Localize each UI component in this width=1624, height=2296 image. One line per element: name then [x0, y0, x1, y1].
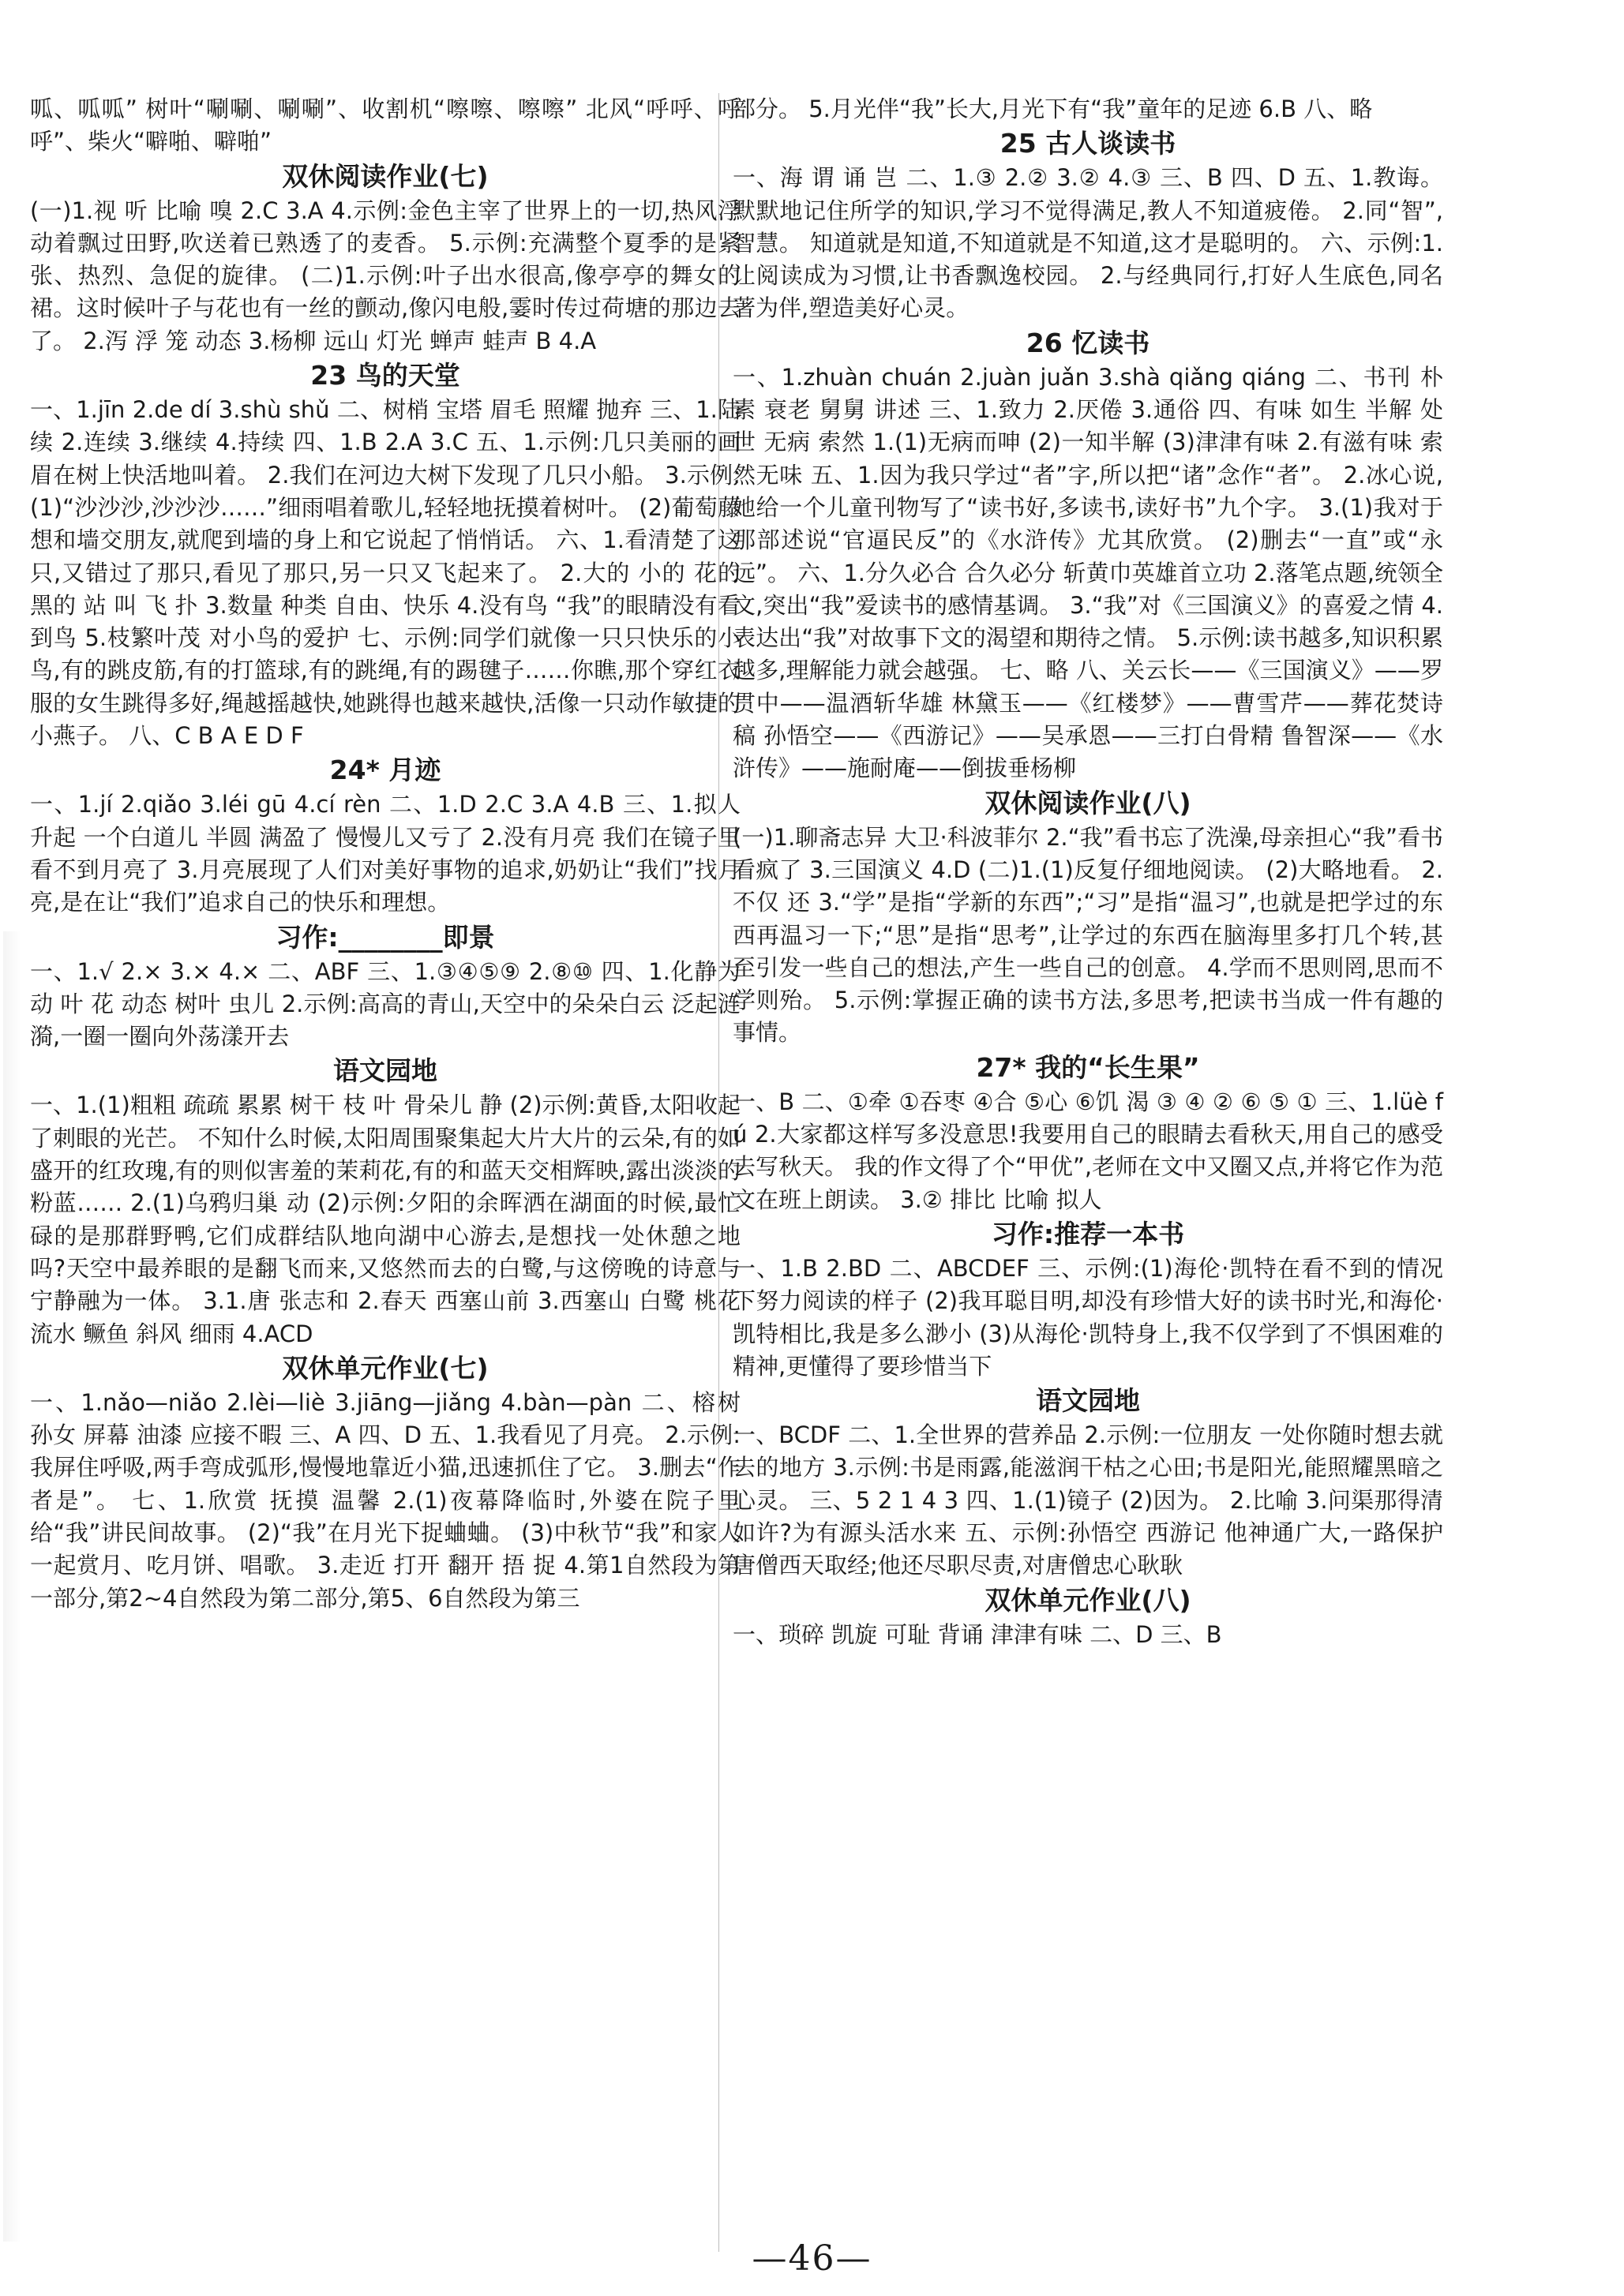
section-heading: 双休单元作业(七): [282, 1352, 489, 1384]
answer-paragraph: 一、1.jīn 2.de dí 3.shù shǔ 二、树梢 宝塔 眉毛 照耀 抛弃 三、1.陆续 2.连续 3.继续 4.持续 四、1.B 2.A 3.C 五、1.示例:几只美丽的画眉在树上快活地叫着。 2.我们在河边大树下发现了几只小船。 3.示例:(1)“沙沙沙,沙沙沙……”细雨唱着歌儿,轻轻地抚摸着树叶。 (2)葡萄藤想和墙交朋友,就爬到墙的身上和它说起了悄悄话。 六、1.看清楚了这只,又错过了那只,看见了那只,另一只又飞起来了。 2.大的 小的 花的 黑的 站 叫 飞 扑 3.数量 种类 自由、快乐 4.没有鸟 “我”的眼睛没有看到鸟 5.枝繁叶茂 对小鸟的爱护 七、示例:同学们就像一只只快乐的小鸟,有的跳皮筋,有的打篮球,有的跳绳,有的踢毽子……你瞧,那个穿红衣服的女生跳得多好,绳越摇越快,她跳得也越来越快,活像一只动作敏捷的小燕子。 八、C B A E D F: [30, 396, 741, 750]
answer-paragraph: (一)1.聊斋志异 大卫·科波菲尔 2.“我”看书忘了洗澡,母亲担心“我”看书看疯了 3.三国演义 4.D (二)1.(1)反复仔细地阅读。 (2)大略地看。 2.不仅 还 3.“学”是指“学新的东西”;“习”是指“温习”,也就是把学过的东西再温习一下;“思”是指“思考”,让学过的东西在脑海里多打几个转,甚至引发一些自己的想法,产生一些自己的创意。 4.学而不思则罔,思而不学则殆。 5.示例:掌握正确的读书方法,多思考,把读书当成一件有趣的事情。: [733, 823, 1443, 1047]
answer-paragraph: 一、1.(1)粗粗 疏疏 累累 树干 枝 叶 骨朵儿 静 (2)示例:黄昏,太阳收起了刺眼的光芒。 不知什么时候,太阳周围聚集起大片大片的云朵,有的如盛开的红玫瑰,有的则似害羞的茉莉花,有的和蓝天交相辉映,露出淡淡的粉蓝…… 2.(1)乌鸦归巢 动 (2)示例:夕阳的余晖洒在湖面的时候,最忙碌的是那群野鸭,它们成群结队地向湖中心游去,是想找一处休憩之地吗?天空中最养眼的是翻飞而来,又悠然而去的白鹭,与这傍晚的诗意与宁静融为一体。 3.1.唐 张志和 2.春天 西塞山前 3.西塞山 白鹭 桃花 流水 鳜鱼 斜风 细雨 4.ACD: [30, 1092, 741, 1347]
answer-paragraph: 呱、呱呱” 树叶“唰唰、唰唰”、收割机“嚓嚓、嚓嚓” 北风“呼呼、呼呼”、柴火“噼啪、噼啪”: [30, 96, 741, 155]
right-column: [733, 93, 1443, 1651]
section-heading: 语文园地: [333, 1055, 437, 1087]
section-heading: 27* 我的“长生果”: [976, 1051, 1200, 1083]
section-heading: 25 古人谈读书: [1000, 128, 1176, 159]
left-column: [30, 93, 741, 1615]
section-heading: 双休阅读作业(八): [985, 787, 1191, 818]
section-heading: 24* 月迹: [329, 755, 441, 786]
answer-paragraph: 部分。 5.月光伴“我”长大,月光下有“我”童年的足迹 6.B 八、略: [733, 96, 1373, 122]
section-heading: 双休阅读作业(七): [282, 160, 489, 192]
answer-paragraph: 一、琐碎 凯旋 可耻 背诵 津津有味 二、D 三、B: [733, 1620, 1222, 1648]
answer-paragraph: 一、海 谓 诵 岂 二、1.③ 2.② 3.② 4.③ 三、B 四、D 五、1.教诲。 默默地记住所学的知识,学习不觉得满足,教人不知道疲倦。 2.同“智”,智慧。 知道就是知道,不知道就是不知道,这才是聪明的。 六、示例:1.让阅读成为习惯,让书香飘逸校园。 2.与经典同行,打好人生底色,同名著为伴,塑造美好心灵。: [733, 164, 1443, 322]
answer-paragraph: 一、1.√ 2.× 3.× 4.× 二、ABF 三、1.③④⑤⑨ 2.⑧⑩ 四、1.化静为动 叶 花 动态 树叶 虫儿 2.示例:高高的青山,天空中的朵朵白云 泛起涟漪,一圈一圈向外荡漾开去: [30, 957, 741, 1051]
answer-paragraph: 一、1.zhuàn chuán 2.juàn juǎn 3.shà qiǎng qiáng 二、书刊 朴素 衰老 舅舅 讲述 三、1.致力 2.厌倦 3.通俗 四、有味 如生 半解 处世 无病 索然 1.(1)无病而呻 (2)一知半解 (3)津津有味 2.有滋有味 索然无味 五、1.因为我只学过“者”字,所以把“诸”念作“者”。 2.冰心说,她给一个儿童刊物写了“读书好,多读书,读好书”九个字。 3.(1)我对于那部述说“官逼民反”的《水浒传》尤其欣赏。 (2)删去“一直”或“永远”。 六、1.分久必合 合久必分 斩黄巾英雄首立功 2.落笔点题,统领全文,突出“我”爱读书的感情基调。 3.“我”对《三国演义》的喜爱之情 4.表达出“我”对故事下文的渴望和期待之情。 5.示例:读书越多,知识积累越多,理解能力就会越强。 七、略 八、关云长——《三国演义》——罗贯中——温酒斩华雄 林黛玉——《红楼梦》——曹雪芹——葬花焚诗稿 孙悟空——《西游记》——吴承恩——三打白骨精 鲁智深——《水浒传》——施耐庵——倒拔垂杨柳: [733, 363, 1443, 782]
answer-paragraph: (一)1.视 听 比喻 嗅 2.C 3.A 4.示例:金色主宰了世界上的一切,热风浮动着飘过田野,吹送着已熟透了的麦香。 5.示例:充满整个夏季的是紧张、热烈、急促的旋律。 (二)1.示例:叶子出水很高,像亭亭的舞女的裙。这时候叶子与花也有一丝的颤动,像闪电般,霎时传过荷塘的那边去了。 2.泻 浮 笼 动态 3.杨柳 远山 灯光 蝉声 蛙声 B 4.A: [30, 197, 741, 354]
binding-edge-shadow: [3, 931, 21, 2242]
answer-paragraph: 一、1.jí 2.qiǎo 3.léi gū 4.cí rèn 二、1.D 2.C 3.A 4.B 三、1.拟人 升起 一个白道儿 半圆 满盈了 慢慢儿又亏了 2.没有月亮 我们在镜子里看不到月亮了 3.月亮展现了人们对美好事物的追求,奶奶让“我们”找月亮,是在让“我们”追求自己的快乐和理想。: [30, 791, 741, 916]
section-heading: 习作:________即景: [276, 921, 495, 953]
answer-paragraph: 一、1.B 2.BD 二、ABCDEF 三、示例:(1)海伦·凯特在看不到的情况下努力阅读的样子 (2)我耳聪目明,却没有珍惜大好的读书时光,和海伦·凯特相比,我是多么渺小 (3)从海伦·凯特身上,我不仅学到了不惧困难的精神,更懂得了要珍惜当下: [733, 1254, 1443, 1380]
section-heading: 23 鸟的天堂: [310, 360, 460, 391]
section-heading: 习作:推荐一本书: [991, 1218, 1185, 1249]
answer-paragraph: 一、1.nǎo—niǎo 2.lèi—liè 3.jiāng—jiǎng 4.bàn—pàn 二、榕树 孙女 屏幕 油漆 应接不暇 三、A 四、D 五、1.我看见了月亮。 2.示例:我屏住呼吸,两手弯成弧形,慢慢地靠近小猫,迅速抓住了它。 3.删去“作者是”。 七、1.欣赏 抚摸 温馨 2.(1)夜幕降临时,外婆在院子里给“我”讲民间故事。 (2)“我”在月光下捉蛐蛐。 (3)中秋节“我”和家人一起赏月、吃月饼、唱歌。 3.走近 打开 翻开 捂 捉 4.第1自然段为第一部分,第2~4自然段为第二部分,第5、6自然段为第三: [30, 1388, 741, 1612]
section-heading: 26 忆读书: [1026, 327, 1150, 358]
section-heading: 语文园地: [1036, 1385, 1140, 1417]
page-number: —46—: [752, 2238, 872, 2279]
answer-paragraph: 一、BCDF 二、1.全世界的营养品 2.示例:一位朋友 一处你随时想去就去的地方 3.示例:书是雨露,能滋润干枯之心田;书是阳光,能照耀黑暗之心灵。 三、5 2 1 4 3 四、1.(1)镜子 (2)因为。 2.比喻 3.问渠那得清如许?为有源头活水来 五、示例:孙悟空 西游记 他神通广大,一路保护唐僧西天取经;他还尽职尽责,对唐僧忠心耿耿: [733, 1421, 1443, 1579]
section-heading: 双休单元作业(八): [985, 1584, 1191, 1616]
answer-paragraph: 一、B 二、①牵 ①吞枣 ④合 ⑤心 ⑥饥 渴 ③ ④ ② ⑥ ⑤ ① 三、1.lüè fú 2.大家都这样写多没意思!我要用自己的眼睛去看秋天,用自己的感受去写秋天。 我的作文得了个“甲优”,老师在文中又圈又点,并将它作为范文在班上朗读。 3.② 排比 比喻 拟人: [733, 1088, 1443, 1213]
